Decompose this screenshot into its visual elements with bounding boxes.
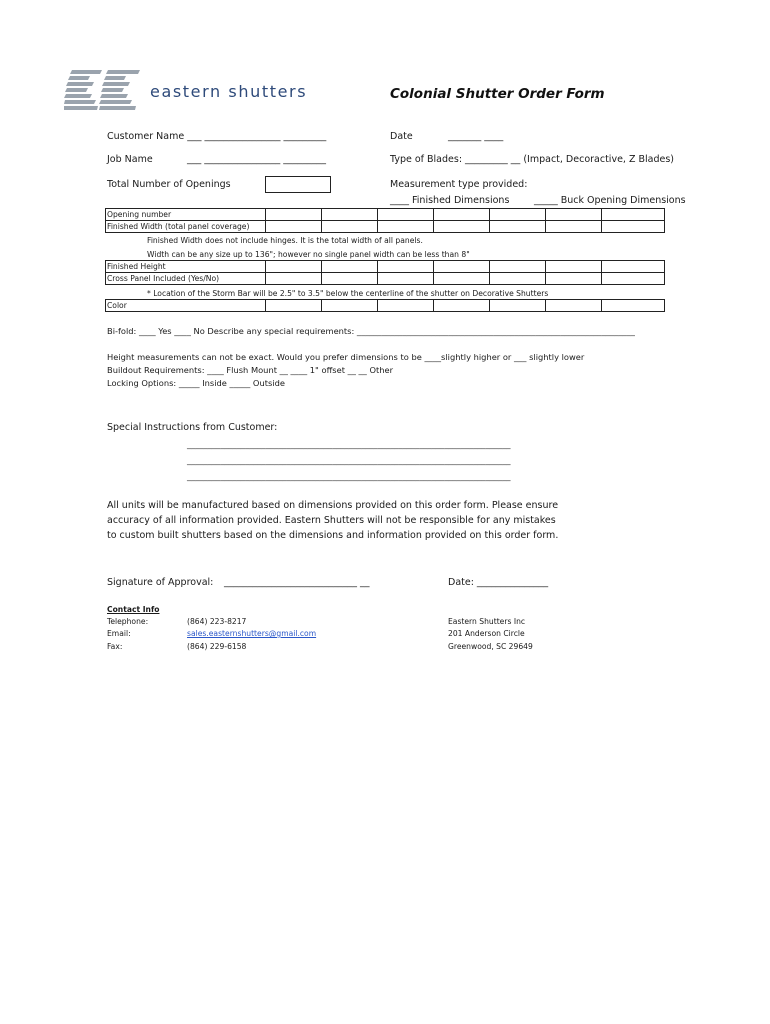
table-cell[interactable] [546,300,602,312]
special-instructions-label: Special Instructions from Customer: [107,422,278,433]
row-label-finished-height: Finished Height [106,261,266,273]
width-note-1: Finished Width does not include hinges. It is the total width of all panels. [147,236,423,245]
telephone-label: Telephone: [107,617,149,626]
disclaimer-line: All units will be manufactured based on dimensions provided on this order form. Please ensure [107,500,559,511]
table-cell[interactable] [490,221,546,233]
table-cell[interactable] [434,261,490,273]
table-cell[interactable] [434,221,490,233]
openings-table-top [105,208,665,233]
table-row [106,261,665,273]
table-cell[interactable] [378,261,434,273]
table-cell[interactable] [490,300,546,312]
date-field[interactable]: _______ ____ [448,131,504,142]
total-openings-label: Total Number of Openings [107,179,231,190]
fax-label: Fax: [107,642,123,651]
buildout-requirements-line[interactable]: Buildout Requirements: ____ Flush Mount __ ____ 1" offset __ __ Other [107,365,394,375]
table-row [106,209,665,221]
row-label-color: Color [106,300,266,312]
table-cell[interactable] [322,300,378,312]
locking-options-line[interactable]: Locking Options: _____ Inside _____ Outside [107,378,285,388]
table-cell[interactable] [490,261,546,273]
table-cell[interactable] [546,273,602,285]
job-name-label: Job Name [107,154,153,165]
table-cell[interactable] [266,300,322,312]
table-cell[interactable] [434,209,490,221]
table-row [106,300,665,312]
email-link[interactable]: sales.easternshutters@gmail.com [187,629,317,638]
table-cell[interactable] [434,273,490,285]
company-city: Greenwood, SC 29649 [448,642,533,651]
height-preference-line[interactable]: Height measurements can not be exact. Would you prefer dimensions to be ____slightly higher or ___ slightly lower [107,352,585,362]
table-cell[interactable] [322,273,378,285]
table-cell[interactable] [434,300,490,312]
company-street: 201 Anderson Circle [448,629,525,638]
table-cell[interactable] [546,209,602,221]
table-cell[interactable] [378,273,434,285]
job-name-field[interactable]: ___ ________________ _________ [187,154,327,165]
row-label-finished-width: Finished Width (total panel coverage) [106,221,266,233]
special-instructions-line[interactable]: ______________________________________________________________________________ [187,439,511,449]
fax-value: (864) 229-6158 [187,642,247,651]
form-title: Colonial Shutter Order Form [390,86,605,102]
table-cell[interactable] [266,261,322,273]
table-cell[interactable] [546,221,602,233]
disclaimer-line: to custom built shutters based on the dimensions and information provided on this order form. [107,530,559,541]
table-row [106,273,665,285]
table-cell[interactable] [490,209,546,221]
width-note-2: Width can be any size up to 136"; however no single panel width can be less than 8" [147,250,470,259]
table-cell[interactable] [602,273,665,285]
openings-table-middle [105,260,665,285]
row-label-cross-panel: Cross Panel Included (Yes/No) [106,273,266,285]
table-cell[interactable] [266,209,322,221]
table-cell[interactable] [266,221,322,233]
row-label-opening-number: Opening number [106,209,266,221]
table-cell[interactable] [546,261,602,273]
table-cell[interactable] [378,209,434,221]
table-cell[interactable] [322,209,378,221]
type-of-blades-field[interactable]: Type of Blades: _________ __ (Impact, Decoractive, Z Blades) [390,154,674,165]
signature-label: Signature of Approval: [107,577,214,588]
contact-heading: Contact Info [107,605,160,614]
table-cell[interactable] [602,261,665,273]
finished-dimensions-option[interactable]: ____ Finished Dimensions [390,195,510,206]
storm-bar-note: * Location of the Storm Bar will be 2.5" to 3.5" below the centerline of the shutter on Decorative Shutters [147,289,549,298]
total-openings-input[interactable] [265,176,331,193]
table-row [106,221,665,233]
table-cell[interactable] [266,273,322,285]
buck-opening-dimensions-option[interactable]: _____ Buck Opening Dimensions [534,195,686,206]
special-instructions-line[interactable]: ______________________________________________________________________________ [187,455,511,465]
table-cell[interactable] [602,209,665,221]
measurement-type-label: Measurement type provided: [390,179,528,190]
table-cell[interactable] [602,300,665,312]
email-label: Email: [107,629,131,638]
signature-field[interactable]: ____________________________ __ [224,577,370,588]
brand-name: eastern shutters [150,82,308,101]
bifold-line[interactable]: Bi-fold: ____ Yes ____ No Describe any special requirements: ___________________________________________________________________ [107,326,635,336]
disclaimer-line: accuracy of all information provided. Eastern Shutters will not be responsible for any mistakes [107,515,556,526]
company-name: Eastern Shutters Inc [448,617,526,626]
table-cell[interactable] [378,221,434,233]
signature-date-field[interactable]: Date: _______________ [448,577,549,588]
telephone-value: (864) 223-8217 [187,617,247,626]
special-instructions-line[interactable]: ______________________________________________________________________________ [187,471,511,481]
table-cell[interactable] [378,300,434,312]
company-logo [64,70,142,112]
table-cell[interactable] [322,261,378,273]
customer-name-field[interactable]: Customer Name ___ ________________ _________ [107,131,327,142]
date-label: Date [390,131,413,142]
openings-table-color [105,299,665,312]
table-cell[interactable] [322,221,378,233]
table-cell[interactable] [602,221,665,233]
table-cell[interactable] [490,273,546,285]
